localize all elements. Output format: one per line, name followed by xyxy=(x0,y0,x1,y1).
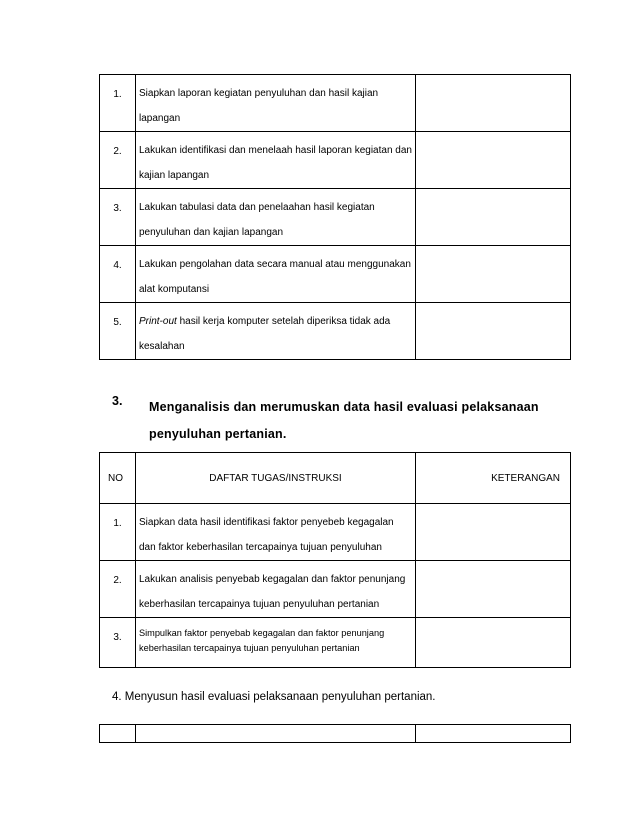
table-header-row xyxy=(100,453,571,504)
table-row xyxy=(100,618,571,668)
row-number: 2. xyxy=(100,132,136,189)
task-cell: Lakukan tabulasi data dan penelaahan hasil kegiatan penyuluhan dan kajian lapangan xyxy=(136,189,416,246)
row-number: 1. xyxy=(100,75,136,132)
remarks-cell xyxy=(416,303,571,360)
row-number: 3. xyxy=(100,189,136,246)
table-row xyxy=(100,561,571,618)
task-emphasis: Print-out xyxy=(139,316,177,327)
remarks-cell xyxy=(416,618,571,668)
table-row xyxy=(100,75,571,132)
table-row xyxy=(100,246,571,303)
row-number: 5. xyxy=(100,303,136,360)
remarks-cell xyxy=(416,504,571,561)
table-row xyxy=(100,303,571,360)
section-number: 3. xyxy=(112,394,123,408)
header-no: NO xyxy=(100,453,136,504)
row-number: 3. xyxy=(100,618,136,668)
task-table-3 xyxy=(99,724,571,743)
task-cell: Siapkan data hasil identifikasi faktor penyebeb kegagalan dan faktor keberhasilan tercapainya tujuan penyuluhan xyxy=(136,504,416,561)
task-cell: Lakukan analisis penyebab kegagalan dan faktor penunjang keberhasilan tercapainya tujuan penyuluhan pertanian xyxy=(136,561,416,618)
empty-cell xyxy=(136,725,416,743)
table-row xyxy=(100,504,571,561)
remarks-cell xyxy=(416,189,571,246)
header-remarks: KETERANGAN xyxy=(416,453,571,504)
table-row xyxy=(100,189,571,246)
task-cell: Lakukan identifikasi dan menelaah hasil laporan kegiatan dan kajian lapangan xyxy=(136,132,416,189)
task-cell: Simpulkan faktor penyebab kegagalan dan faktor penunjang keberhasilan tercapainya tujuan penyuluhan pertanian xyxy=(136,618,416,668)
remarks-cell xyxy=(416,132,571,189)
task-cell: Siapkan laporan kegiatan penyuluhan dan hasil kajian lapangan xyxy=(136,75,416,132)
empty-cell xyxy=(416,725,571,743)
task-text: hasil kerja komputer setelah diperiksa tidak ada kesalahan xyxy=(139,316,391,352)
section-title: Menganalisis dan merumuskan data hasil evaluasi pelaksanaan penyuluhan pertanian. xyxy=(149,400,539,441)
row-number: 2. xyxy=(100,561,136,618)
remarks-cell xyxy=(416,246,571,303)
remarks-cell xyxy=(416,561,571,618)
row-number: 1. xyxy=(100,504,136,561)
task-table-2 xyxy=(99,452,571,668)
section-4-heading: 4. Menyusun hasil evaluasi pelaksanaan penyuluhan pertanian. xyxy=(112,691,436,703)
row-number: 4. xyxy=(100,246,136,303)
remarks-cell xyxy=(416,75,571,132)
task-table-1 xyxy=(99,74,571,360)
task-cell xyxy=(136,303,416,360)
table-row xyxy=(100,132,571,189)
task-cell: Lakukan pengolahan data secara manual atau menggunakan alat komputansi xyxy=(136,246,416,303)
empty-cell xyxy=(100,725,136,743)
table-row xyxy=(100,725,571,743)
header-task: DAFTAR TUGAS/INSTRUKSI xyxy=(136,453,416,504)
